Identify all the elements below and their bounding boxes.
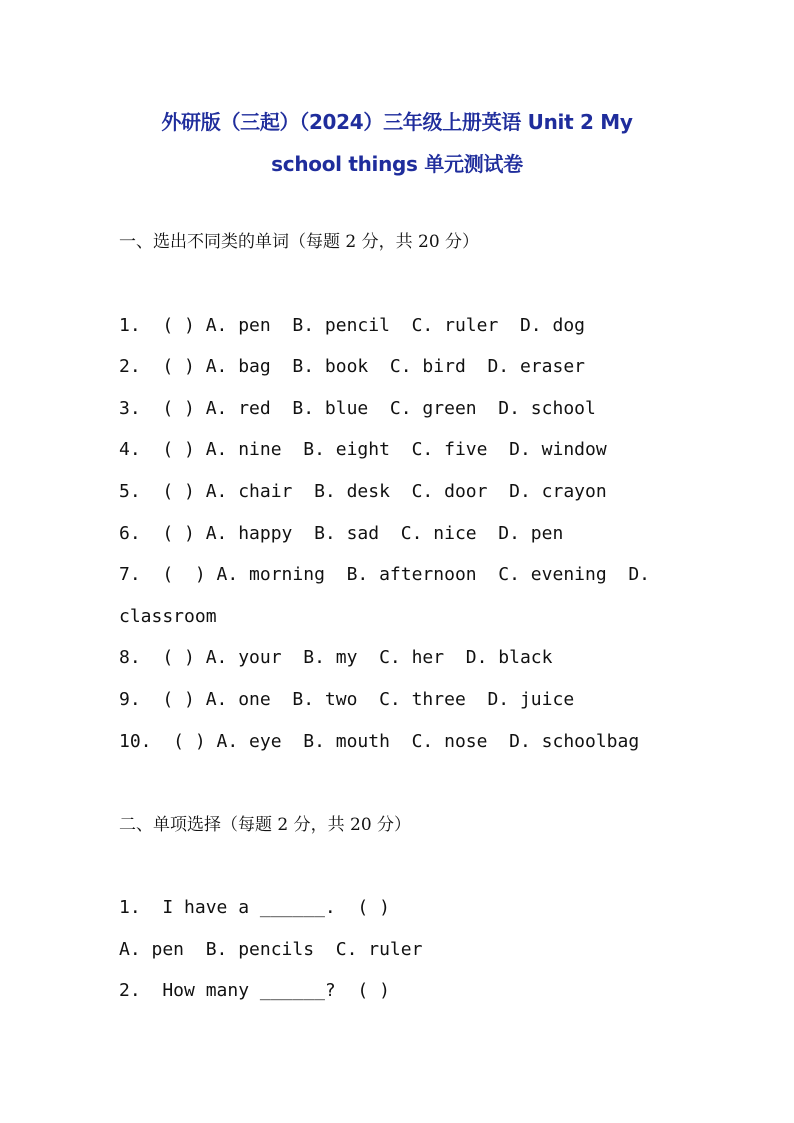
document-title-line2: school things 单元测试卷 xyxy=(271,152,523,176)
question-line: 4. ( ) A. nine B. eight C. five D. window xyxy=(119,439,607,460)
section2-heading: 二、单项选择（每题 2 分，共 20 分） xyxy=(119,815,412,835)
question-line: 6. ( ) A. happy B. sad C. nice D. pen xyxy=(119,523,564,544)
section1-heading: 一、选出不同类的单词（每题 2 分，共 20 分） xyxy=(119,232,480,252)
question-line: 9. ( ) A. one B. two C. three D. juice xyxy=(119,689,575,710)
question-line-continued: classroom xyxy=(119,606,217,627)
document-title-line1: 外研版（三起）（2024）三年级上册英语 Unit 2 My xyxy=(161,110,633,134)
question-line: 2. How many ______? ( ) xyxy=(119,980,390,1001)
question-line: 8. ( ) A. your B. my C. her D. black xyxy=(119,647,553,668)
question-line: 3. ( ) A. red B. blue C. green D. school xyxy=(119,398,596,419)
question-line: 1. ( ) A. pen B. pencil C. ruler D. dog xyxy=(119,315,585,336)
question-line: 1. I have a ______. ( ) xyxy=(119,897,390,918)
question-line: 7. ( ) A. morning B. afternoon C. evening D. xyxy=(119,564,651,585)
question-line: 2. ( ) A. bag B. book C. bird D. eraser xyxy=(119,356,585,377)
answer-options-line: A. pen B. pencils C. ruler xyxy=(119,939,423,960)
question-line: 5. ( ) A. chair B. desk C. door D. crayon xyxy=(119,481,607,502)
question-line: 10. ( ) A. eye B. mouth C. nose D. schoolbag xyxy=(119,731,640,752)
